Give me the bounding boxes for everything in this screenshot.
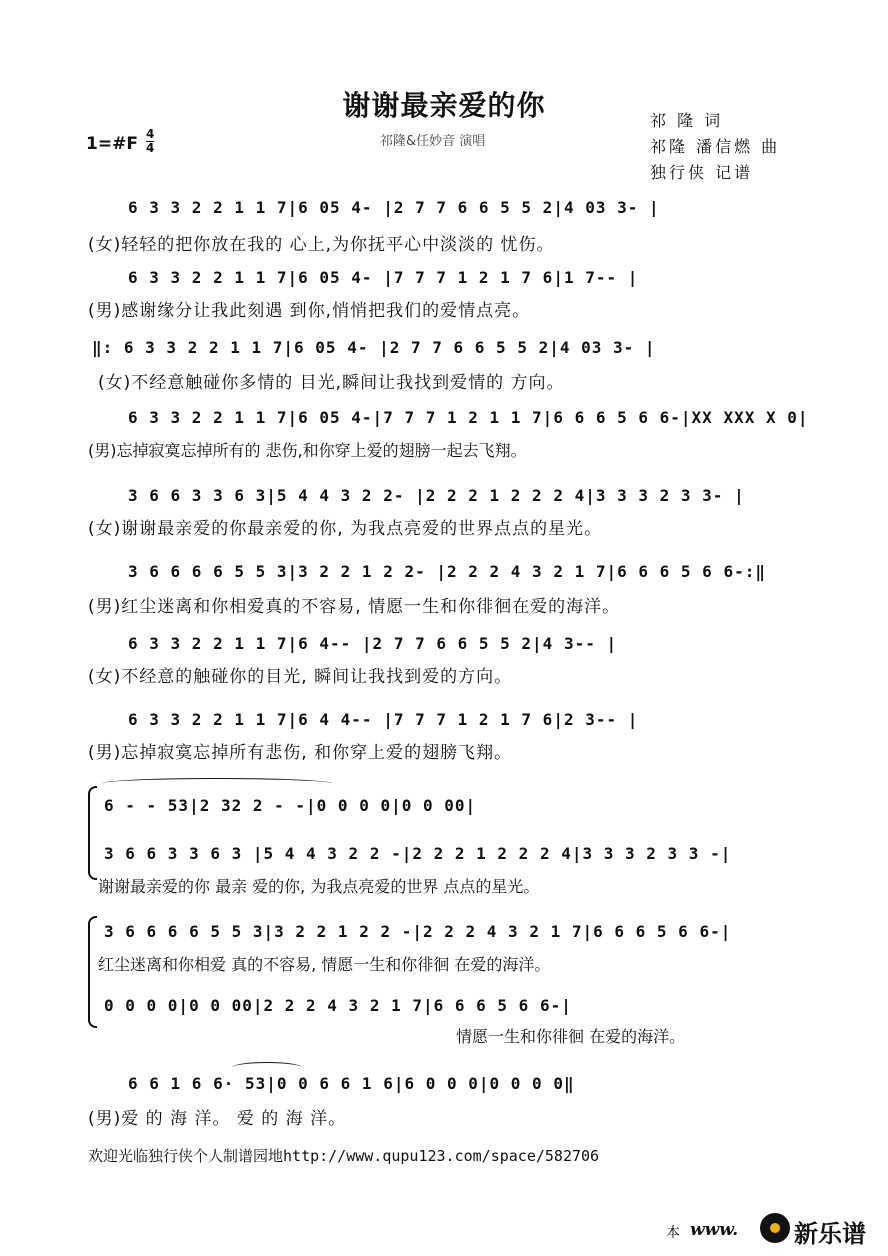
lyric-row: 情愿一生和你徘徊 在爱的海洋。 [456,1027,686,1046]
notation-row: ‖: 6 3 3 2 2 1 1 7|6 05 4- |2 7 7 6 6 5 5 2|4 03 3- | [92,338,656,357]
transcriber-credit: 独行侠 记谱 [650,163,754,182]
lyric-row: (男)忘掉寂寞忘掉所有悲伤, 和你穿上爱的翅膀飞翔。 [88,743,513,763]
notation-row: 6 3 3 2 2 1 1 7|6 05 4-|7 7 7 1 2 1 1 7|6 6 6 5 6 6-|XX XXX X 0| [128,408,809,427]
notation-row: 6 3 3 2 2 1 1 7|6 05 4- |2 7 7 6 6 5 5 2|4 03 3- | [128,198,660,217]
lyric-row: 红尘迷离和你相爱 真的不容易, 情愿一生和你徘徊 在爱的海洋。 [98,955,551,974]
notation-row: 6 3 3 2 2 1 1 7|6 4-- |2 7 7 6 6 5 5 2|4 3-- | [128,634,618,653]
slur [232,1062,302,1073]
footer-link[interactable]: 欢迎光临独行侠个人制谱园地http://www.qupu123.com/space/582706 [88,1147,600,1165]
song-title: 谢谢最亲爱的你 [342,89,546,122]
lyricist-credit: 祁 隆 词 [650,111,724,130]
lyric-row: (男)感谢缘分让我此刻遇 到你,悄悄把我们的爱情点亮。 [88,301,531,321]
notation-row: 3 6 6 6 6 5 5 3|3 2 2 1 2 2 -|2 2 2 4 3 2 1 7|6 6 6 5 6 6-| [104,922,732,941]
lyric-row: (男)爱 的 海 洋。 爱 的 海 洋。 [88,1109,347,1129]
system-brace [88,916,97,1028]
lyric-row: (女)不经意触碰你多情的 目光,瞬间让我找到爱情的 方向。 [98,373,565,393]
composer-credit: 祁隆 潘信燃 曲 [650,137,781,156]
notation-row: 6 6 1 6 6· 53|0 0 6 6 1 6|6 0 0 0|0 0 0 0‖ [128,1074,575,1093]
watermark-url: www. [690,1220,739,1240]
notation-row: 6 3 3 2 2 1 1 7|6 05 4- |7 7 7 1 2 1 7 6|1 7-- | [128,268,639,287]
singers-credit: 祁隆&任妙音 演唱 [380,134,486,149]
system-brace [88,786,97,880]
lyric-row: (男)忘掉寂寞忘掉所有的 悲伤,和你穿上爱的翅膀一起去飞翔。 [88,441,527,460]
notation-row: 6 - - 53|2 32 2 - -|0 0 0 0|0 0 00| [104,796,477,815]
key-signature: 1=#F [86,134,138,154]
notation-row: 3 6 6 6 6 5 5 3|3 2 2 1 2 2- |2 2 2 4 3 2 1 7|6 6 6 5 6 6-:‖ [128,562,766,581]
time-signature-top: 4 [146,127,155,141]
notation-row: 3 6 6 3 3 6 3|5 4 4 3 2 2- |2 2 2 1 2 2 2 4|3 3 3 2 3 3- | [128,486,745,505]
lyric-row: (女)谢谢最亲爱的你最亲爱的你, 为我点亮爱的世界点点的星光。 [88,519,603,539]
lyric-row: (女)轻轻的把你放在我的 心上,为你抚平心中淡淡的 忧伤。 [88,235,555,255]
notation-row: 6 3 3 2 2 1 1 7|6 4 4-- |7 7 7 1 2 1 7 6|2 3-- | [128,710,639,729]
record-logo-icon [760,1213,790,1243]
watermark-prefix: 本 [666,1225,680,1241]
lyric-row: (男)红尘迷离和你相爱真的不容易, 情愿一生和你徘徊在爱的海洋。 [88,597,621,617]
notation-row: 0 0 0 0|0 0 00|2 2 2 4 3 2 1 7|6 6 6 5 6 6-| [104,996,572,1015]
time-signature [146,128,154,155]
notation-row: 3 6 6 3 3 6 3 |5 4 4 3 2 2 -|2 2 2 1 2 2 2 4|3 3 3 2 3 3 -| [104,844,732,863]
watermark-brand: 新乐谱 [794,1220,866,1248]
lyric-row: 谢谢最亲爱的你 最亲 爱的你, 为我点亮爱的世界 点点的星光。 [98,877,540,896]
time-signature-bottom: 4 [146,141,155,155]
lyric-row: (女)不经意的触碰你的目光, 瞬间让我找到爱的方向。 [88,667,513,687]
slur [102,778,332,789]
